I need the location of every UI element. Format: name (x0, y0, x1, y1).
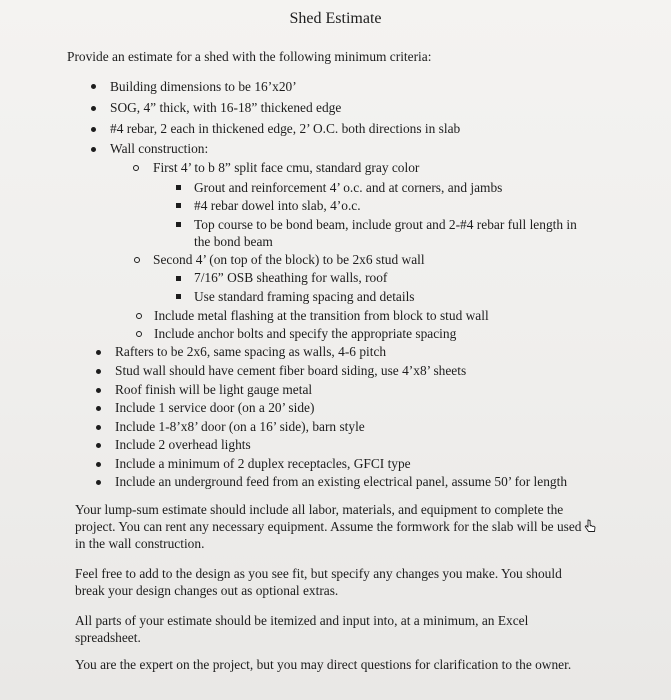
page-title: Shed Estimate (289, 10, 382, 27)
bullet-icon (96, 388, 101, 393)
sub-sub-bullet-icon (176, 185, 181, 190)
paragraph-line: spreadsheet. (75, 630, 141, 645)
list-item: Grout and reinforcement 4’ o.c. and at corners, and jambs (194, 180, 503, 195)
bullet-icon (96, 406, 101, 411)
bullet-icon (91, 147, 96, 152)
paragraph-line: in the wall construction. (75, 536, 205, 551)
sub-bullet-icon (134, 257, 140, 263)
paragraph-line: All parts of your estimate should be itemized and input into, at a minimum, an Excel (75, 613, 529, 628)
paragraph-line: Your lump-sum estimate should include all labor, materials, and equipment to complete the (75, 502, 564, 517)
bullet-icon (96, 443, 101, 448)
list-item: Top course to be bond beam, include grout and 2-#4 rebar full length in (194, 217, 577, 232)
paragraph-line: You are the expert on the project, but you may direct questions for clarification to the owner. (75, 657, 572, 672)
list-item: Rafters to be 2x6, same spacing as walls, 4-6 pitch (115, 344, 387, 359)
list-item: Use standard framing spacing and details (194, 289, 415, 304)
sub-bullet-icon (136, 313, 142, 319)
list-item: Include a minimum of 2 duplex receptacles, GFCI type (115, 456, 411, 471)
list-item-continuation: the bond beam (194, 234, 273, 249)
sub-sub-bullet-icon (176, 203, 181, 208)
list-item: Building dimensions to be 16’x20’ (110, 79, 297, 94)
sub-sub-bullet-icon (176, 222, 181, 227)
paragraph-line: break your design changes out as optional extras. (75, 583, 339, 598)
list-item: SOG, 4” thick, with 16-18” thickened edge (110, 100, 342, 115)
bullet-icon (91, 106, 96, 111)
list-item: 7/16” OSB sheathing for walls, roof (194, 270, 388, 285)
list-item: First 4’ to b 8” split face cmu, standard gray color (153, 160, 420, 175)
paragraph-line: Feel free to add to the design as you see fit, but specify any changes you make. You should (75, 566, 562, 581)
bullet-icon (96, 350, 101, 355)
bullet-icon (91, 127, 96, 132)
list-item: #4 rebar, 2 each in thickened edge, 2’ O.C. both directions in slab (110, 121, 461, 136)
pointer-cursor-icon (583, 519, 597, 533)
sub-bullet-icon (133, 165, 139, 171)
bullet-icon (91, 84, 96, 89)
bullet-icon (96, 369, 101, 374)
list-item: Include metal flashing at the transition from block to stud wall (154, 308, 489, 323)
list-item: Stud wall should have cement fiber board siding, use 4’x8’ sheets (115, 363, 467, 378)
intro-text: Provide an estimate for a shed with the following minimum criteria: (67, 49, 432, 64)
list-item: Include 2 overhead lights (115, 437, 251, 452)
list-item: #4 rebar dowel into slab, 4’o.c. (194, 198, 361, 213)
list-item: Include 1 service door (on a 20’ side) (115, 400, 315, 415)
list-item: Wall construction: (110, 141, 209, 156)
list-item: Include anchor bolts and specify the appropriate spacing (154, 326, 457, 341)
bullet-icon (96, 462, 101, 467)
sub-sub-bullet-icon (176, 294, 181, 299)
list-item: Include 1-8’x8’ door (on a 16’ side), barn style (115, 419, 365, 434)
paragraph-line: project. You can rent any necessary equipment. Assume the formwork for the slab will be used (75, 519, 582, 534)
bullet-icon (96, 425, 101, 430)
sub-bullet-icon (136, 331, 142, 337)
list-item: Include an underground feed from an existing electrical panel, assume 50’ for length (115, 474, 568, 489)
list-item: Roof finish will be light gauge metal (115, 382, 313, 397)
bullet-icon (96, 480, 101, 485)
sub-sub-bullet-icon (176, 276, 181, 281)
list-item: Second 4’ (on top of the block) to be 2x6 stud wall (153, 252, 425, 267)
